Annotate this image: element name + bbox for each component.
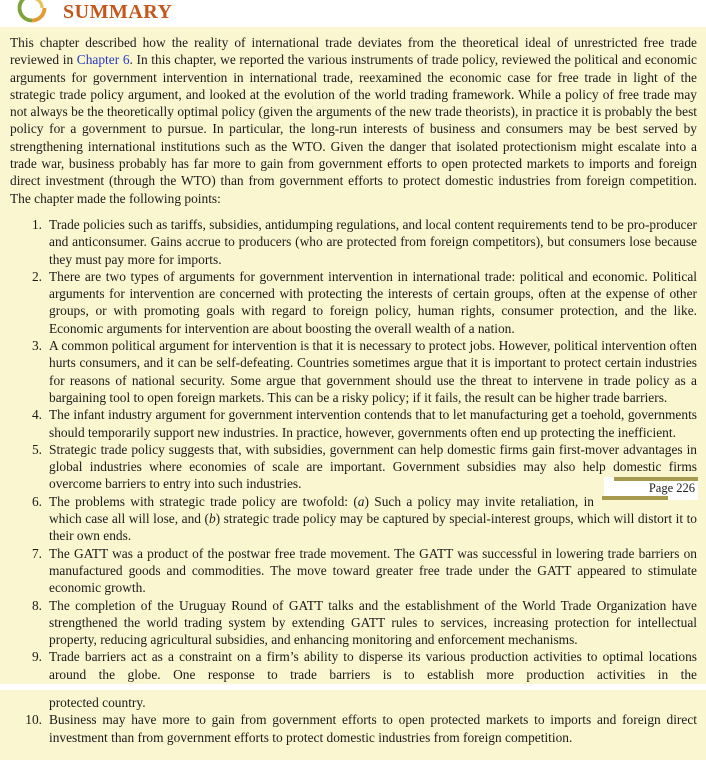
list-item-text: The completion of the Uruguay Round of GATT talks and the establishment of the World Trade Organization have strengthened the world trading system by extending GATT rules to services, increasing protection for intellectual property, reducing agricultural subsidies, and enhancing monitoring and enforcement mechanisms.: [49, 597, 697, 648]
list-item-number: 9.: [31, 649, 42, 665]
list-item-number: 10.: [25, 712, 42, 728]
chapter-6-link[interactable]: Chapter 6: [76, 52, 130, 68]
summary-panel-main: [0, 27, 706, 684]
list-item: [10, 545, 697, 597]
summary-list: [10, 216, 697, 683]
list-item-number: 6.: [31, 493, 42, 509]
intro-text-after: . In this chapter, we reported the various instruments of trade policy, reviewed the political and economic arguments for government intervention in international trade, reexamined the economic case for free trade in light of the strategic trade policy argument, and looked at the evolution of the world trading framework. While a policy of free trade may not always be the theoretically optimal policy (given the arguments of the new trade theorists), in practice it is probably the best policy for a government to pursue. In particular, the long-run interests of business and consumers may be best served by strengthening international institutions such as the WTO. Given the danger that isolated protectionism might escalate into a trade war, business probably has far more to gain from government efforts to open protected markets to imports and foreign direct investment (through the WTO) than from government efforts to protect domestic industries from foreign competition. The chapter made the following points:: [10, 52, 697, 206]
page-number-label: Page 226: [648, 480, 695, 495]
page-title: SUMMARY: [63, 1, 173, 23]
item6-italic-a: a: [357, 493, 365, 509]
list-item: [10, 597, 697, 649]
list-item-text: The infant industry argument for government intervention contends that to let manufacturing get a toehold, governments should temporarily support new industries. In practice, however, governments often end up protecting the inefficient.: [49, 407, 697, 440]
list-item: [10, 268, 697, 337]
list-item-text: Trade barriers act as a constraint on a firm’s ability to disperse its various production activities to optimal locations around the globe. One response to trade barriers is to establish more production activities in the: [49, 649, 697, 682]
list-item-text: Strategic trade policy suggests that, with subsidies, government can help domestic firms gain first-mover advantages in global industries where economies of scale are important. Government subsidies may also help domestic firms overcome barriers to entry into such industries.: [49, 441, 697, 492]
page-marker-rule-bottom: [602, 496, 668, 500]
list-item: [10, 216, 697, 268]
list-item-number: 1.: [31, 216, 42, 232]
list-item-number: 7.: [31, 545, 42, 561]
list-item: [10, 441, 697, 493]
list-item-number: 4.: [31, 407, 42, 423]
list-item-text: A common political argument for intervention is that it is necessary to protect jobs. However, political intervention often hurts consumers, and it can be self-defeating. Countries sometimes argue that it is important to protect certain industries for reasons of national security. Some argue that government should use the threat to intervene in trade policy as a bargaining tool to open foreign markets. This can be a risky policy; if it fails, the result can be higher trade barriers.: [49, 338, 697, 405]
list-item-text: Business may have more to gain from government efforts to open protected markets to imports and foreign direct investment than from government efforts to protect domestic industries from foreign competition.: [49, 712, 697, 745]
summary-panel-continued: [0, 690, 706, 760]
item6-seg: The problems with strategic trade policy are twofold: (: [49, 493, 358, 509]
list-item: [10, 711, 697, 746]
item6-seg: ) Such a policy may invite retaliation, in which case all will lose, and (: [49, 493, 594, 527]
list-item: [10, 337, 697, 406]
list-item-number: 2.: [31, 268, 42, 284]
list-item-text: There are two types of arguments for government intervention in international trade: political and economic. Political arguments for intervention are concerned with protecting the interests of certain groups, often at the expense of other groups, or with promoting goals with regard to foreign policy, human rights, consumer protection, and the like. Economic arguments for intervention are about boosting the overall wealth of a nation.: [49, 268, 697, 336]
intro-text-before: This chapter described how the reality of international trade deviates from the theoretical ideal of unrestricted free trade reviewed in: [10, 35, 697, 68]
list-item: [10, 406, 697, 441]
list-item-continuation: [10, 694, 697, 711]
item6-italic-b: b: [208, 511, 216, 527]
list-item-number: 5.: [31, 441, 42, 457]
list-item-number: [10, 694, 42, 711]
list-item-text: Trade policies such as tariffs, subsidies, antidumping regulations, and local content requirements tend to be pro-producer and anticonsumer. Gains accrue to producers (who are protected from foreign competitors), but consumers lose because they must pay more for imports.: [49, 216, 697, 267]
list-item-text: protected country.: [49, 694, 146, 710]
rings-logo-icon: [13, 0, 51, 26]
intro-paragraph: [10, 34, 697, 207]
list-item-number: 8.: [31, 597, 42, 613]
page-break-marker: [604, 477, 698, 500]
summary-header: [0, 0, 706, 27]
list-item-text: The GATT was a product of the postwar free trade movement. The GATT was successful in lowering trade barriers on manufactured goods and commodities. The move toward greater free trade under the GATT appeared to stimulate economic growth.: [49, 545, 697, 596]
item6-seg: ) strategic trade policy may be captured by special-interest groups, which will distort it to their own ends.: [49, 511, 698, 544]
list-item-text: [42, 480, 698, 545]
list-item: [10, 480, 698, 545]
list-item: [10, 648, 697, 683]
list-item-number: 3.: [31, 338, 42, 354]
